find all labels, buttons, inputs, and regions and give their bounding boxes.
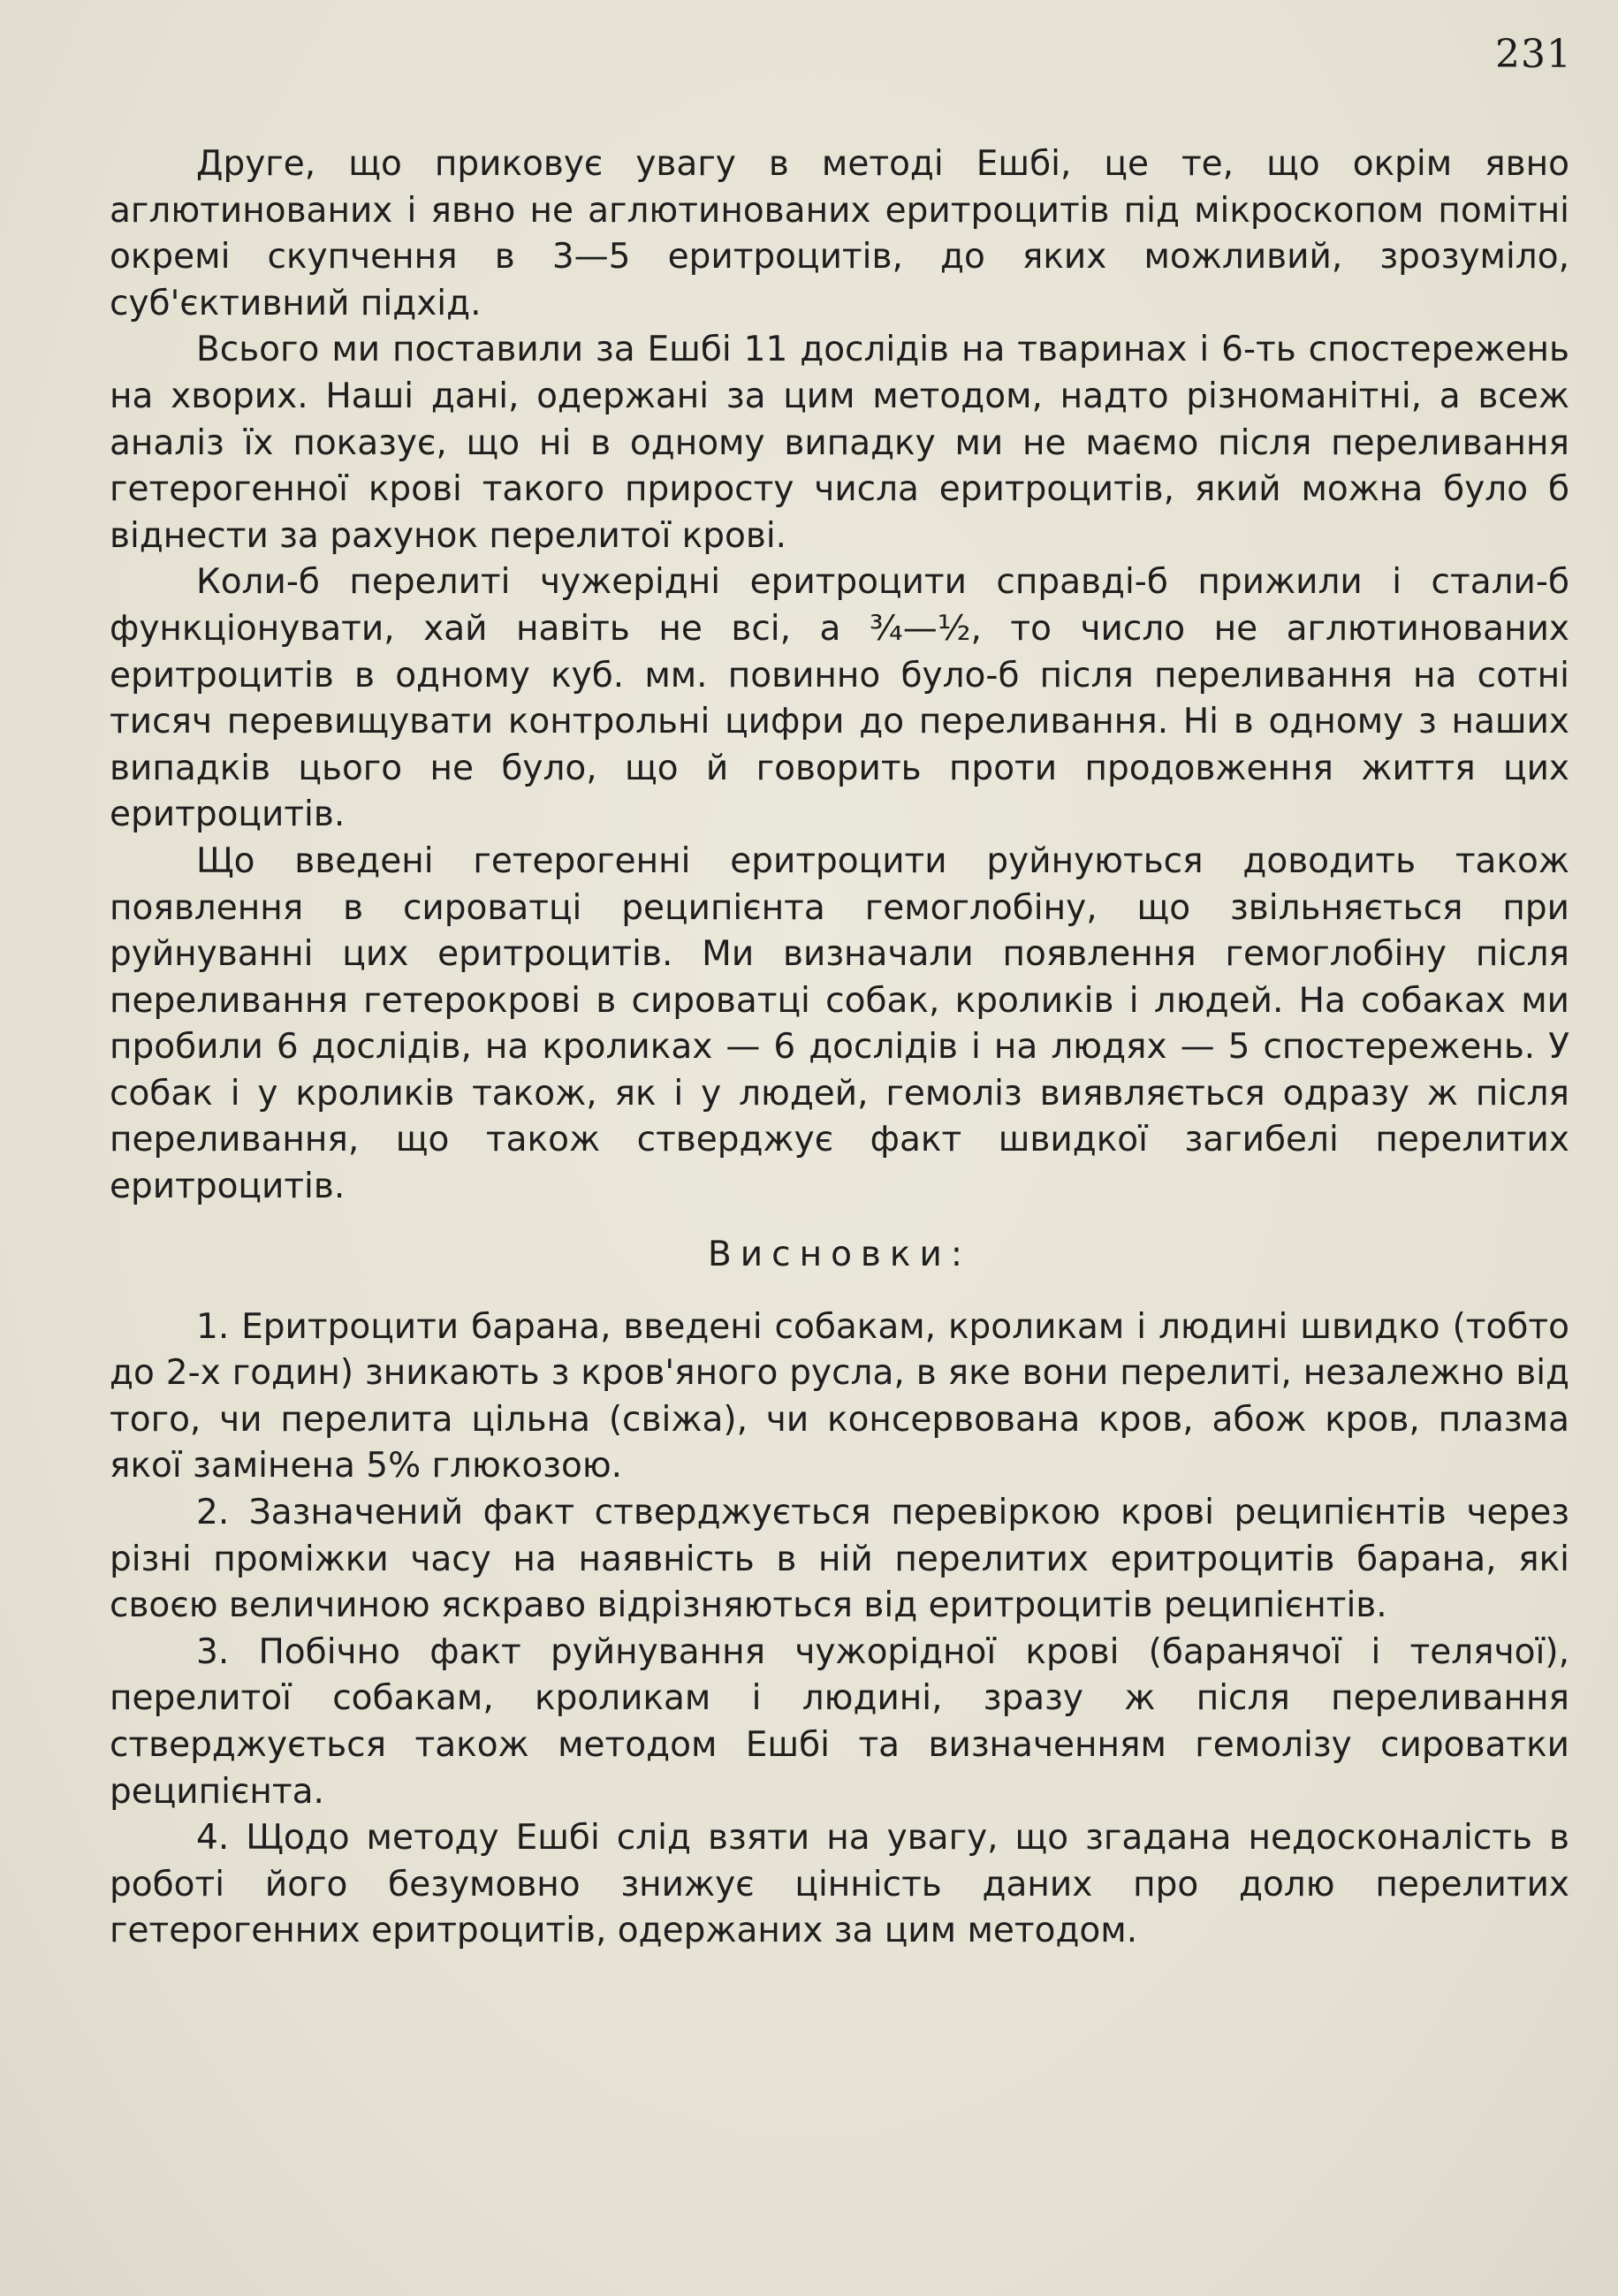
conclusion-item-1: 1. Еритроцити барана, введені собакам, кроликам і людині швидко (тобто до 2-х годин) зникають з кров'яного русла, в яке вони перелиті, незалежно від того, чи перелита цільна (свіжа), чи консервована кров, абож кров, плазма якої замінена 5% глюкозою. <box>110 1306 1569 1486</box>
paragraph-experiments-summary: Всього ми поставили за Ешбі 11 дослідів на тваринах і 6-ть спостережень на хворих. Наші дані, одержані за цим методом, надто різноманітні, а всеж аналіз їх показує, що ні в одному випадку ми не маємо після переливання гетерогенної крові такого приросту числа еритроцитів, який можна було б віднести за рахунок перелитої крові. <box>110 330 1569 556</box>
page-body <box>110 141 1569 1955</box>
paragraph-ashby-method-observation: Друге, що приковує увагу в методі Ешбі, це те, що окрім явно аглютинованих і явно не аглютинованих еритроцитів під мікроскопом помітні окремі скупчення в 3—5 еритроцитів, до яких можливий, зрозуміло, суб'єктивний підхід. <box>110 144 1569 323</box>
paragraph-erythrocyte-survival: Коли-б перелиті чужерідні еритроцити справді-б прижили і стали-б функціонувати, хай навіть не всі, а ¾—½, то число не аглютинованих еритроцитів в одному куб. мм. повинно було-б після переливання на сотні тисяч перевищувати контрольні цифри до переливання. Ні в одному з наших випадків цього не було, що й говорить проти продовження життя цих еритроцитів. <box>110 562 1569 835</box>
paragraph-hemoglobin-evidence: Що введені гетерогенні еритроцити руйнуються доводить також появлення в сироватці реципієнта гемоглобіну, що звільняється при руйнуванні цих еритроцитів. Ми визначали появлення гемоглобіну після переливання гетерокрові в сироватці собак, кроликів і людей. На собаках ми пробили 6 дослідів, на кроликах — 6 дослідів і на людях — 5 спостережень. У собак і у кроликів також, як і у людей, гемоліз виявляється одразу ж після переливання, що також стверджує факт швидкої загибелі перелитих еритроцитів. <box>110 840 1569 1207</box>
conclusion-item-3: 3. Побічно факт руйнування чужорідної крові (баранячої і телячої), перелитої собакам, кроликам і людині, зразу ж після переливання стверджується також методом Ешбі та визначенням гемолізу сироватки реципієнта. <box>110 1631 1569 1812</box>
conclusion-item-2: 2. Зазначений факт стверджується перевіркою крові реципієнтів через різні проміжки часу на наявність в ній перелитих еритроцитів барана, які своєю величиною яскраво відрізняються від еритроцитів реципієнтів. <box>110 1493 1569 1626</box>
conclusion-item-4: 4. Щодо методу Ешбі слід взяти на увагу, що згадана недосконаліcть в роботі його безумовно знижує цінність даних про долю перелитих гетерогенних еритроцитів, одержаних за цим методом. <box>110 1818 1569 1951</box>
page-number: 231 <box>1495 32 1572 77</box>
conclusions-heading: Висновки: <box>708 1234 971 1274</box>
